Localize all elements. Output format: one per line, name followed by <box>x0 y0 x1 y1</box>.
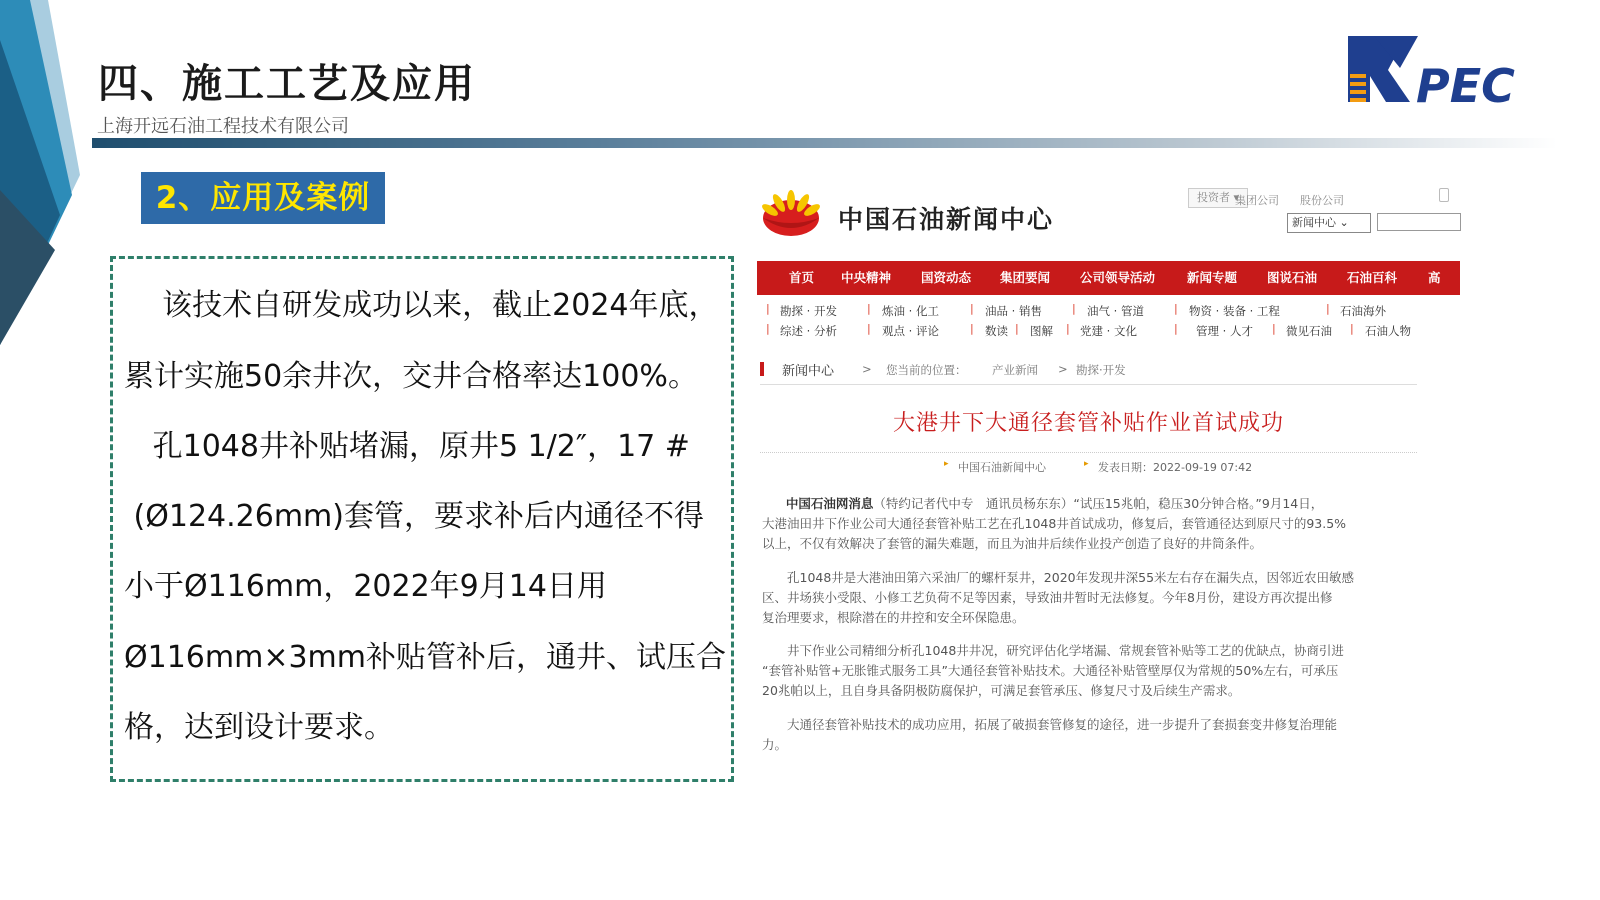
sub-separator: | <box>1326 302 1330 315</box>
nav-item[interactable]: 高 <box>1428 270 1441 285</box>
sub-menu-item[interactable]: 党建 · 文化 <box>1080 324 1137 338</box>
sub-menu-item[interactable]: 管理 · 人才 <box>1196 324 1253 338</box>
sub-separator: | <box>1072 302 1076 315</box>
breadcrumb-divider <box>760 384 1417 385</box>
nav-item[interactable]: 中央精神 <box>841 270 892 285</box>
sub-separator: | <box>970 322 974 335</box>
cnpc-logo-icon <box>760 188 822 240</box>
paragraph-line: 格，达到设计要求。 <box>124 710 394 745</box>
breadcrumb-arrow: > <box>862 362 872 376</box>
article-line: 大港油田井下作业公司大通径套管补贴工艺在孔1048井首试成功，修复后，套管通径达到原尺寸的93.5% <box>762 516 1347 531</box>
news-site-title: 中国石油新闻中心 <box>838 205 1055 234</box>
company-logo <box>1348 30 1518 105</box>
sub-menu-item[interactable]: 油气 · 管道 <box>1087 304 1144 318</box>
paragraph-line: 累计实施50余井次，交井合格率达100%。 <box>124 359 698 394</box>
sub-separator: | <box>867 322 871 335</box>
sub-separator: | <box>1350 322 1354 335</box>
article-date: 发表日期：2022-09-19 07:42 <box>1098 461 1253 474</box>
nav-item[interactable]: 石油百科 <box>1347 270 1398 285</box>
breadcrumb-level1[interactable]: 产业新闻 <box>992 363 1038 377</box>
nav-item[interactable]: 集团要闻 <box>1000 270 1051 285</box>
section-tag: 2、应用及案例 <box>141 172 385 224</box>
breadcrumb-arrow: > <box>1058 362 1068 376</box>
group-link[interactable]: 集团公司 <box>1235 194 1279 207</box>
sub-menu-item[interactable]: 物资 · 装备 · 工程 <box>1189 304 1280 318</box>
sub-separator: | <box>766 322 770 335</box>
breadcrumb-marker <box>760 362 764 376</box>
sub-menu-item[interactable]: 观点 · 评论 <box>882 324 939 338</box>
news-screenshot <box>760 188 1460 778</box>
article-line: 复治理要求，根除潜在的井控和安全环保隐患。 <box>762 610 1025 625</box>
article-source: 中国石油新闻中心 <box>958 461 1046 474</box>
logo-text: PEC <box>1416 59 1515 105</box>
sub-menu-item[interactable]: 微见石油 <box>1286 324 1332 338</box>
article-line: 区、井场狭小受限、小修工艺负荷不足等因素，导致油井暂时无法修复。今年8月份，建设方再次提出修 <box>762 590 1333 605</box>
meta-divider <box>760 452 1417 453</box>
sub-menu-item[interactable]: 勘探 · 开发 <box>780 304 837 318</box>
article-line: 以上，不仅有效解决了套管的漏失难题，而且为油井后续作业投产创造了良好的井筒条件。 <box>762 536 1263 551</box>
news-nav-bar <box>757 261 1460 295</box>
paragraph-line: 小于Ø116mm，2022年9月14日用 <box>124 569 607 604</box>
article-line <box>762 494 1422 514</box>
sub-menu-item[interactable]: 石油人物 <box>1365 324 1411 338</box>
company-name: 上海开远石油工程技术有限公司 <box>97 116 349 137</box>
sub-separator: | <box>1174 322 1178 335</box>
paragraph-line: Ø116mm×3mm补贴管补后，通井、试压合 <box>124 640 726 675</box>
nav-item[interactable]: 图说石油 <box>1267 270 1318 285</box>
paragraph-line: 孔1048井补贴堵漏，原井5 1/2″，17 # <box>124 429 690 464</box>
bullet-icon: ▸ <box>944 459 949 469</box>
mobile-icon[interactable] <box>1439 188 1449 202</box>
sub-separator: | <box>1066 322 1070 335</box>
article-title: 大港井下大通径套管补贴作业首试成功 <box>892 411 1284 436</box>
investor-link[interactable]: 投资者 ▾ <box>1188 188 1248 208</box>
sub-menu-item[interactable]: 综述 · 分析 <box>780 324 837 338</box>
paragraph-line: (Ø124.26mm)套管，要求补后内通径不得 <box>124 499 704 534</box>
article-line: 大通径套管补贴技术的成功应用，拓展了破损套管修复的途径，进一步提升了套损套变井修复治理能 <box>762 717 1338 732</box>
sub-separator: | <box>1174 302 1178 315</box>
sub-menu-item[interactable]: 炼油 · 化工 <box>882 304 939 318</box>
sub-separator: | <box>766 302 770 315</box>
breadcrumb-level2[interactable]: 勘探·开发 <box>1076 363 1126 377</box>
breadcrumb-home[interactable]: 新闻中心 <box>782 364 835 379</box>
stock-link[interactable]: 股份公司 <box>1300 194 1344 207</box>
page-title: 四、施工工艺及应用 <box>98 61 476 107</box>
nav-item[interactable]: 新闻专题 <box>1187 270 1238 285</box>
left-decoration <box>0 0 80 360</box>
sub-separator: | <box>970 302 974 315</box>
bullet-icon: ▸ <box>1084 459 1089 469</box>
search-input[interactable] <box>1377 213 1461 231</box>
sub-separator: | <box>1015 322 1019 335</box>
breadcrumb-position-label: 您当前的位置： <box>886 363 967 377</box>
nav-item[interactable]: 国资动态 <box>921 270 972 285</box>
article-lead: 中国石油网消息 <box>785 496 874 511</box>
site-select[interactable]: 新闻中心 ⌄ <box>1287 213 1371 233</box>
article-line: 20兆帕以上，且自身具备阴极防腐保护，可满足套管承压、修复尺寸及后续生产需求。 <box>762 683 1241 698</box>
article-line: 力。 <box>762 737 788 752</box>
paragraph-line: 该技术自研发成功以来，截止2024年底， <box>124 288 719 323</box>
sub-separator: | <box>867 302 871 315</box>
sub-menu-item[interactable]: 图解 <box>1030 324 1053 338</box>
header-divider <box>92 138 1557 148</box>
nav-item[interactable]: 公司领导活动 <box>1080 270 1156 285</box>
article-line: 孔1048井是大港油田第六采油厂的螺杆泵井，2020年发现井深55米左右存在漏失点，因邻近农田敏感 <box>762 570 1355 585</box>
article-text: （特约记者代中专 通讯员杨东东）“试压15兆帕，稳压30分钟合格。”9月14日， <box>873 496 1324 511</box>
sub-menu-item[interactable]: 石油海外 <box>1340 304 1386 318</box>
sub-menu-item[interactable]: 油品 · 销售 <box>985 304 1042 318</box>
article-line: 井下作业公司精细分析孔1048井井况，研究评估化学堵漏、常规套管补贴等工艺的优缺点，协商引进 <box>762 643 1344 658</box>
sub-separator: | <box>1272 322 1276 335</box>
article-line: “套管补贴管+无胀锥式服务工具”大通径套管补贴技术。大通径补贴管壁厚仅为常规的50%左右，可承压 <box>762 663 1339 678</box>
sub-menu-item[interactable]: 数读 <box>985 324 1008 338</box>
nav-item[interactable]: 首页 <box>789 270 815 285</box>
